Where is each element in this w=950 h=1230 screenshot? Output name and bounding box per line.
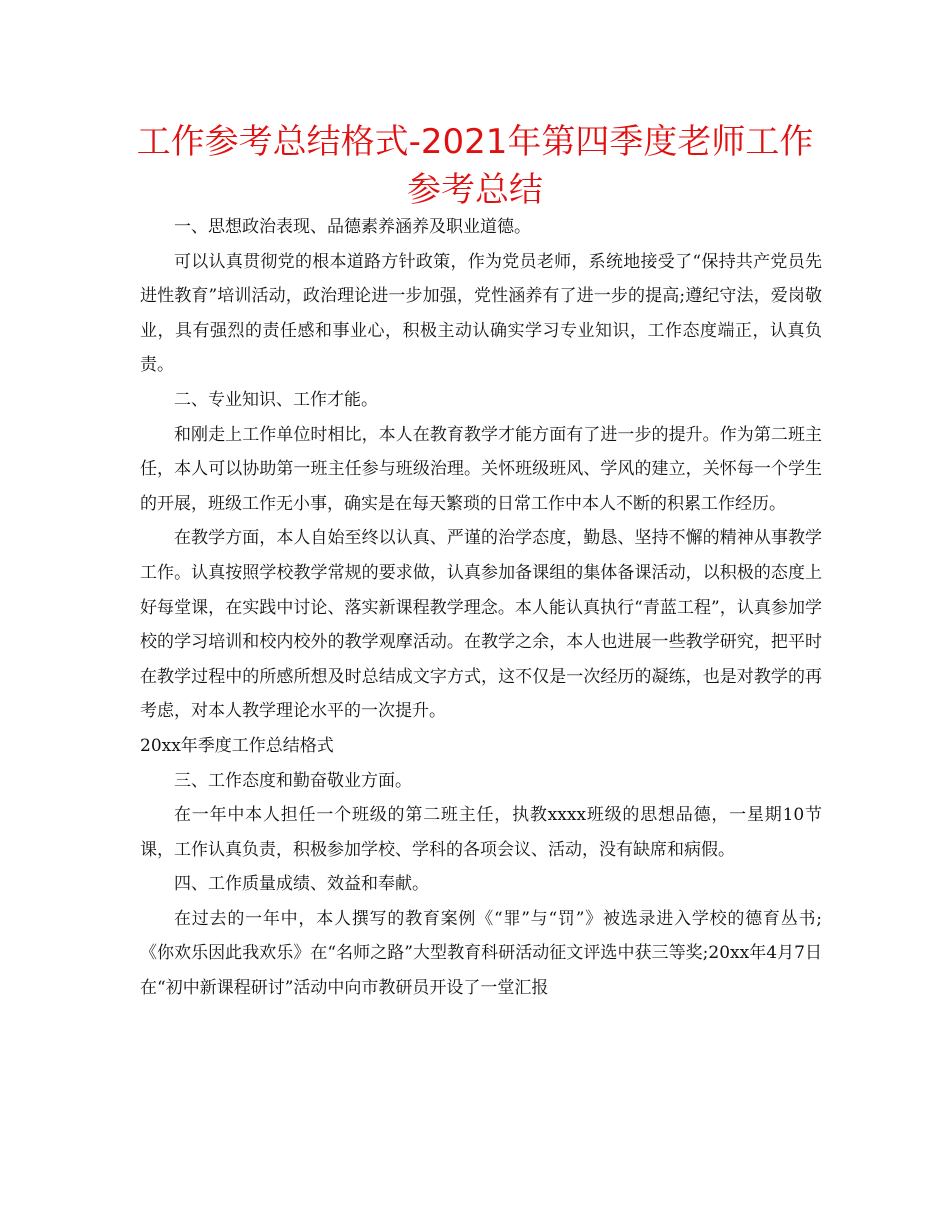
paragraph: 在过去的一年中，本人撰写的教育案例《“罪”与“罚”》被选录进入学校的德育丛书;《你欢乐因此我欢乐》在“名师之路”大型教育科研活动征文评选中获三等奖;20xx年4月7日在“初中新课程研讨”活动中向市教研员开设了一堂汇报 [140, 908, 822, 999]
paragraph: 在一年中本人担任一个班级的第二班主任，执教xxxx班级的思想品德，一星期10节课，工作认真负责，积极参加学校、学科的各项会议、活动，没有缺席和病假。 [140, 805, 822, 860]
paragraph: 一、思想政治表现、品德素养涵养及职业道德。 [174, 217, 531, 237]
document-body [140, 210, 822, 1006]
paragraph: 二、专业知识、工作才能。 [174, 389, 378, 410]
paragraph: 四、工作质量成绩、效益和奉献。 [174, 874, 429, 895]
paragraph: 和刚走上工作单位时相比，本人在教育教学才能方面有了进一步的提升。作为第二班主任，本人可以协助第一班主任参与班级治理。关怀班级班风、学风的建立，关怀每一个学生的开展，班级工作无小事，确实是在每天繁琐的日常工作中本人不断的积累工作经历。 [140, 424, 822, 514]
paragraph: 三、工作态度和勤奋敬业方面。 [174, 770, 412, 791]
paragraph: 20xx年季度工作总结格式 [140, 735, 334, 756]
document-title: 工作参考总结格式-2021年第四季度老师工作参考总结 [136, 122, 814, 210]
paragraph: 可以认真贯彻党的根本道路方针政策，作为党员老师，系统地接受了“保持共产党员先进性教育”培训活动，政治理论进一步加强，党性涵养有了进一步的提高;遵纪守法，爱岗敬业，具有强烈的责任感和事业心，积极主动认确实学习专业知识，工作态度端正，认真负责。 [140, 251, 822, 376]
paragraph: 在教学方面，本人自始至终以认真、严谨的治学态度，勤恳、坚持不懈的精神从事教学工作。认真按照学校教学常规的要求做，认真参加备课组的集体备课活动，以积极的态度上好每堂课，在实践中讨论、落实新课程教学理念。本人能认真执行“青蓝工程”，认真参加学校的学习培训和校内校外的教学观摩活动。在教学之余，本人也进展一些教学研究，把平时在教学过程中的所感所想及时总结成文字方式，这不仅是一次经历的凝练，也是对教学的再考虑，对本人教学理论水平的一次提升。 [140, 528, 822, 722]
